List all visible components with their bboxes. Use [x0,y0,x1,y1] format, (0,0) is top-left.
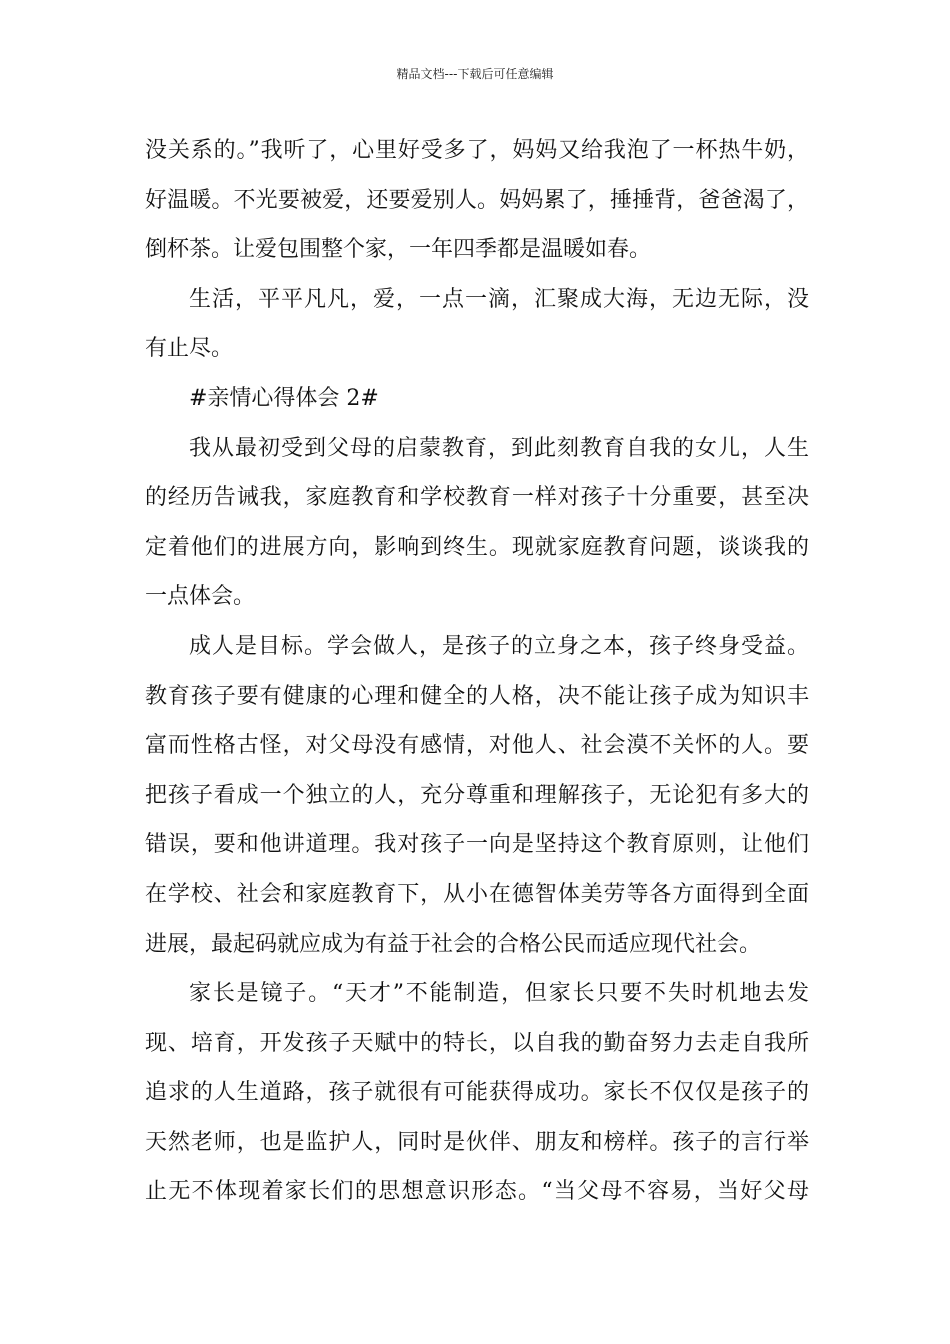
text-line: 教育孩子要有健康的心理和健全的人格，决不能让孩子成为知识丰 [145,683,809,709]
text-line: 进展，最起码就应成为有益于社会的合格公民而适应现代社会。 [145,931,762,957]
text-line: 把孩子看成一个独立的人，充分尊重和理解孩子，无论犯有多大的 [145,782,809,808]
text-line: 追求的人生道路，孩子就很有可能获得成功。家长不仅仅是孩子的 [145,1080,809,1106]
page-header: 精品文档---下载后可任意编辑 [396,67,554,81]
text-line: 在学校、社会和家庭教育下，从小在德智体美劳等各方面得到全面 [145,881,809,907]
text-line: #亲情心得体会 2# [189,385,379,411]
text-line: 止无不体现着家长们的思想意识形态。“当父母不容易，当好父母 [145,1179,809,1205]
text-line: 没关系的。”我听了，心里好受多了，妈妈又给我泡了一杯热牛奶， [145,138,809,163]
body-text [145,126,809,1217]
text-line: 的经历告诫我，家庭教育和学校教育一样对孩子十分重要，甚至决 [145,485,809,511]
text-line: 错误，要和他讲道理。我对孩子一向是坚持这个教育原则，让他们 [145,832,809,858]
text-line: 一点体会。 [145,584,256,610]
text-line: 我从最初受到父母的启蒙教育，到此刻教育自我的女儿，人生 [189,435,809,461]
text-line: 有止尽。 [145,336,234,362]
text-line: 现、培育，开发孩子天赋中的特长，以自我的勤奋努力去走自我所 [145,1030,809,1056]
text-line: 定着他们的进展方向，影响到终生。现就家庭教育问题，谈谈我的 [145,534,809,560]
text-line: 成人是目标。学会做人，是孩子的立身之本，孩子终身受益。 [189,633,809,659]
text-line: 家长是镜子。“天才”不能制造，但家长只要不失时机地去发 [189,981,809,1007]
text-line: 倒杯茶。让爱包围整个家，一年四季都是温暖如春。 [145,237,652,263]
text-line: 天然老师，也是监护人，同时是伙伴、朋友和榜样。孩子的言行举 [145,1129,809,1155]
text-line: 生活，平平凡凡，爱，一点一滴，汇聚成大海，无边无际，没 [189,286,809,312]
text-line: 好温暖。不光要被爱，还要爱别人。妈妈累了，捶捶背，爸爸渴了， [145,187,809,213]
text-line: 富而性格古怪，对父母没有感情，对他人、社会漠不关怀的人。要 [145,733,809,759]
